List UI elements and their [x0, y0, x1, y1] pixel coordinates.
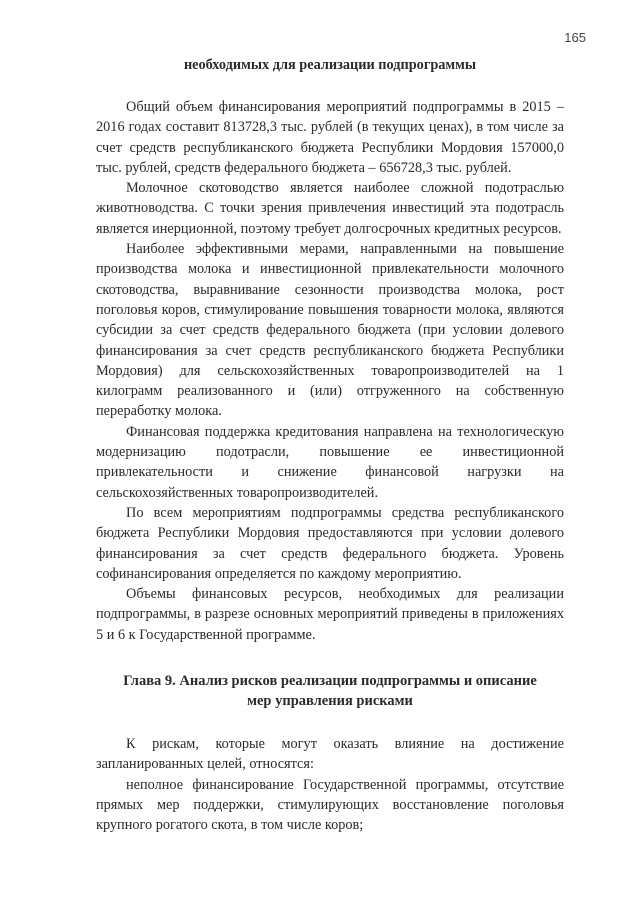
- body-text: [96, 97, 564, 836]
- paragraph-effective-measures: Наиболее эффективными мерами, направленными на повышение производства молока и инвестиционной привлекательности молочного скотоводства, выравнивание сезонности производства молока, рост поголовья коров, стимулирование повышения товарности молока, являются субсидии за счет средств федерального бюджета (при условии долевого финансирования за счет средств республиканского бюджета Республики Мордовия) для сельскохозяйственных товаропроизводителей на 1 килограмм реализованного и (или) отгруженного на собственную переработку молока.: [96, 241, 564, 420]
- paragraph-risks-intro: К рискам, которые могут оказать влияние на достижение запланированных целей, относятся:: [96, 736, 564, 773]
- chapter-heading: [96, 671, 564, 711]
- paragraph-cofinancing: По всем мероприятиям подпрограммы средства республиканского бюджета Республики Мордовия предоставляются при условии долевого финансирования за счет средств федерального бюджета. Уровень софинансирования определяется по каждому мероприятию.: [96, 504, 564, 582]
- page-number: 165: [564, 30, 586, 45]
- chapter-heading-line-1: Глава 9. Анализ рисков реализации подпрограммы и описание: [123, 673, 537, 690]
- paragraph-resource-volumes: Объемы финансовых ресурсов, необходимых для реализации подпрограммы, в разрезе основных мероприятий приведены в приложениях 5 и 6 к Государственной программе.: [96, 586, 564, 643]
- paragraph-financing-total: Общий объем финансирования мероприятий подпрограммы в 2015 – 2016 годах составит 813728,3 тыс. рублей (в текущих ценах), в том числе за счет средств республиканского бюджета Республики Мордовия 157000,0 тыс. рублей, средств федерального бюджета – 656728,3 тыс. рублей.: [96, 99, 564, 176]
- chapter-heading-line-2: мер управления рисками: [247, 693, 413, 710]
- section-heading: необходимых для реализации подпрограммы: [183, 57, 477, 73]
- paragraph-credit-support: Финансовая поддержка кредитования направлена на технологическую модернизацию подотрасли, повышение ее инвестиционной привлекательности и снижение финансовой нагрузки на сельскохозяйственных товаропроизводителей.: [96, 423, 564, 501]
- paragraph-risk-incomplete-financing: неполное финансирование Государственной программы, отсутствие прямых мер поддержки, стимулирующих восстановление поголовья крупного рогатого скота, в том числе коров;: [96, 776, 564, 834]
- paragraph-dairy-cattle: Молочное скотоводство является наиболее сложной подотраслью животноводства. С точки зрения привлечения инвестиций эта подотрасль является инерционной, поэтому требует долгосрочных кредитных ресурсов.: [96, 180, 564, 237]
